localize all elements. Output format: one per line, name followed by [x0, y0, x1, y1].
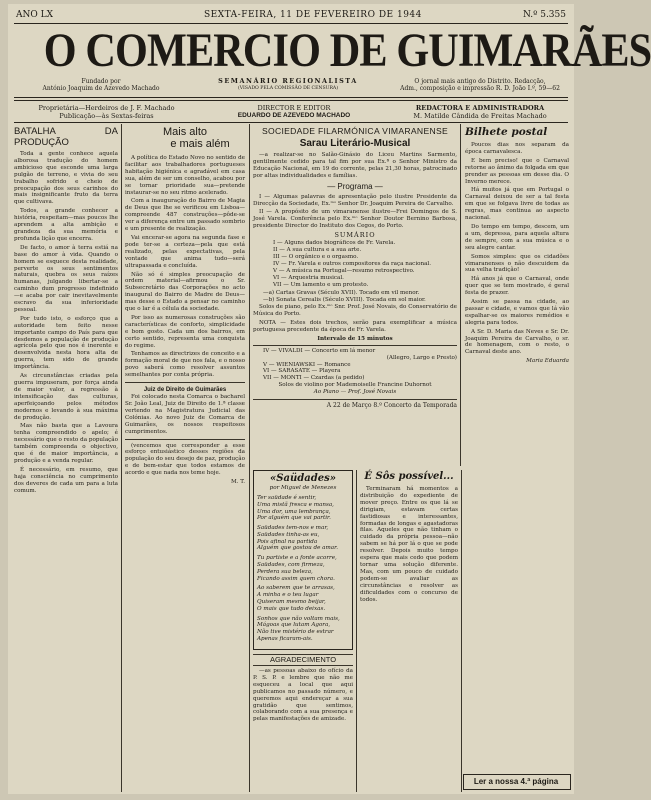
divider-3 [460, 124, 461, 466]
bilhete-signature: Maria Eduarda [526, 358, 569, 365]
mais-alto-paragraph: Com a inauguração do Bairro de Magia de Deus que lhe se verificou em Lisboa—compreende 487 construções—pôde-se ver a diferença entre um passado sombrio e um presente de realização. [125, 198, 245, 233]
date-line [14, 10, 568, 22]
batalha-title: BATALHA DA PRODUÇÃO [14, 126, 118, 148]
sumario-title: SUMÁRIO [334, 231, 376, 240]
mais-alem-title: e mais além [170, 138, 230, 150]
saudades-poem: «Saüdades» por Miguel de Menezes Ter saüdade é sentir, Uma mistã fresca e mansa, Uma dor, uma lembrança, Por alguém que vai partir. Saüdades tem-nos e mar, Saüdades tinha-as eu, Pois afinal na partida Alguém que gostou de amar. Tu partiste e a fonte acorre, Saüdades, com firmeza, Perdera sua beleza, Ficando assim quem chora. Ao saberem que te arrasas, A minha e o teu lugar Quiseram mesmo beijar, O mais que tudo deixas. Sonhos que não voltam mais, Mágoas que lutam Agora, Não tive mistério de estrar Apenas ficaram-ais. [257, 473, 349, 647]
mais-alto-paragraph: A política do Estado Novo no sentido de facilitar aos trabalhadores portugueses habitação higiénica e agradável em casa sua, além de ser um conselho, acabou por se tornar prioridade sua—pretende instaurar-se no seu ritmo acelerado. [125, 155, 245, 196]
divider-4 [356, 470, 357, 792]
mais-alto-paragraph: Não só é simples preocupação de ordem material—afirmou o Sr. Subsecretário das Corporações no acto inaugural do Bairro de Madre de Deus—mas desse o Estado a pensar no caminho que o lar é a célula da sociedade. [125, 271, 245, 313]
column-mais-alto [125, 126, 245, 790]
batalha-paragraph: As circunstâncias criadas pela guerra impuseram, por força ainda de maior valor, a regressão à intensificação das culturas, aperfeiçoando pelos métodos modernos e levando à sua máxima de produção. [14, 373, 118, 421]
agradecimento-text: —as pessoas abaixo do ofício da P. S. P. e lembre que não me esqueceu a local que aqui publicamos no passado número, e queremos aqui endereçar a sua gratidão que sentimos, colaborando com a sua presença e pelas manifestações de amizade. [253, 668, 353, 723]
column-batalha [14, 126, 118, 790]
oldest-block: O jornal mais antigo do Distrito. Redacção, Adm., composição e impressão R. D. João I.º, 59—62 [400, 78, 560, 92]
sarau-title: Sarau Literário-Musical [299, 138, 411, 149]
weekly-block: SEMANÁRIO REGIONALISTA (VISADO PELA COMISSÃO DE CENSURA) [218, 77, 358, 91]
redactor-block: REDACTORA E ADMINISTRADORA M. Matilde Cândida de Freitas Machado [413, 104, 547, 120]
possivel-text: Terminaram há momentos a distribuição do expediente de mover preço. Entre os que lá se dirigiam, estavam certas fastidiosas e interessantes, formadas de longas e agastadoras filas. Aqueles que não tinham o cuidado da própria pessoa—não sabem se há por lá o que se pode resolver. Depois muito tempo espera que mais cedo que podem tornar uma solução diferente. Mas, com um pouco de cuidado podem-se avaliar as circunstâncias e resolver as dificuldades com o concurso de todos. [360, 486, 458, 603]
next-concert: A 22 de Março 8.º Concerto da Temporada [326, 402, 457, 410]
signature: M. T. [231, 479, 245, 486]
programa-item: II — A propósito de um vimaranense ilustre—Frei Domingos de S. José Varela. Conferência pelo Ex.ᵐᵒ Senhor Doutor Bernino Barbosa, presidente Director do Instituto dos Cegos, do Porto. [253, 209, 457, 230]
mais-alto-title: Mais alto [162, 126, 208, 138]
issue-number: N.º 5.355 [522, 10, 566, 20]
rule-4 [14, 122, 568, 123]
sociedade-intro: —a realizar-se no Salão-Ginásio do Liceu Martins Sarmento, gentilmente cedido para tal fim por sua Ex.ª o Senhor Ministro da Educação Nacional, em 19 do corrente, pelas 21,30 horas, patrocinado por altas individualidades e famílias. [253, 152, 457, 179]
juiz-paragraph: Foi colocado nesta Comarca o bacharel Sr. João Leal, Juiz de Direito de 1.ª classe vertendo na Magistratura Judicial das Colónias. Ao novo Juiz de Comarca de Guimarães, os nossos respeitosos cumprimentos. [125, 394, 245, 435]
rule-2 [14, 97, 568, 98]
agradecimento-block [253, 654, 353, 790]
mais-alto-paragraph: Por isso as numerosas construções são características de conforto, simplicidade e bom gosto. Cada um dos bairros, em certo sentido, representa uma conquista do regime. [125, 314, 245, 349]
batalha-paragraph: Por tudo isto, o esforço que a autoridade tem feito nesse importante campo do País para que desdemos a população de produção agrícola pelo que nos é inerente e desenvolvida nesta hora alta de guerra, tem sido de grande importância. [14, 315, 118, 371]
newspaper-page [8, 4, 651, 794]
solos-piano: Solos de piano, pelo Ex.ᵐᵒ Snr. Prof. José Novais, do Conservatório de Música do Porto. [253, 304, 457, 318]
founder-block: Fundado por António Joaquim de Azevedo Machado [42, 78, 160, 92]
agradecimento-title: AGRADECIMENTO [253, 654, 353, 666]
part2-list: IV — VIVALDI — Concerto em lá menor (Allegro, Largo e Presto) V — WIENIAWSKI — Romance VI — SARASATE — Playera VII — MONTI — Czardas (a pedido) [263, 347, 457, 382]
year: ANO LX [16, 10, 53, 20]
sumario-list: I — Alguns dados biográficos de Fr. Varela. II — A sua cultura e a sua arte. III — O orgânico e o orgasmo. IV — Fr. Varela e outros compositores da raça nacional. V — A música na Portugal—resumo retrospectivo. VI — Arquestria musical. VII — Um lamento e um protesto. [273, 240, 431, 288]
programa-item: I — Algumas palavras de apresentação pelo ilustre Presidente da Direcção da Sociedade, Ex.ᵐᵒ Senhor Dr. Joaquim Pereira de Carvalho. [253, 193, 457, 207]
footer-link: Ler a nossa 4.ª página [473, 777, 559, 786]
sociedade-block: SOCIEDADE FILARMÓNICA VIMARANENSE Sarau Literário-Musical —a realizar-se no Salão-Ginásio do Liceu Martins Sarmento, gentilmente cedido para tal fim por sua Ex.ª o Senhor Ministro da Educação Nacional, em 19 do corrente, pelas 21,30 horas, patrocinado por altas individualidades e famílias. — Programa — I — Algumas palavras de apresentação pelo ilustre Presidente da Direcção da Sociedade, Ex.ᵐᵒ Senhor Dr. Joaquim Pereira de Carvalho. II — A propósito de um vimaranense ilustre—Frei Domingos de S. José Varela. Conferência pelo Ex.ᵐᵒ Senhor Doutor Bernino Barbosa, presidente Director do Instituto dos Cegos, do Porto. SUMÁRIO I — Alguns dados biográficos de Fr. Varela. II — A sua cultura e a sua arte. III — O orgânico e o orgasmo. IV — Fr. Varela e outros compositores da raça nacional. V — A música na Portugal—resumo retrospectivo. VI — Arquestria musical. VII — Um lamento e um protesto. —a) Cartas Gravas (Século XVII). Tocado em vil menor. —b) Sonata Cerealis (Século XVIII). Tocada em sol maior. Solos de piano, pelo Ex.ᵐᵒ Snr. Prof. José Novais, do Conservatório de Música do Porto. NOTA — Estes dois trechos, serão para exemplificar a música portuguesa precedente da época de Fr. Varela. Intervalo de 15 minutos IV — VIVALDI — Concerto em lá menor (Allegro, Largo e Presto) V — WIENIAWSKI — Romance VI — SARASATE — Playera VII — MONTI — Czardas (a pedido) Solos de violino por Mademoiselle Francine Duhornot Ao Piano — Prof. José Novais A 22 de Março 8.º Concerto da Temporada [253, 126, 457, 410]
director-block: DIRECTOR E EDITOR EDUARDO DE AZEVEDO MACHADO [237, 104, 351, 119]
possivel-title: É Sôs possível... [364, 471, 454, 482]
mais-alto-paragraph: Tenhamos as directrizes de conceito e a formação moral de que nos fala, e o nosso povo saberá como resolver assuntos semelhantes por conta própria. [125, 351, 245, 379]
possivel-block [360, 470, 458, 790]
batalha-paragraph: De facto, o amor à terra estiá na base do amor à vida. Quando o homem se esquece desta realidade, perverte os seus sentimentos naturais, quebra os seus raízes humanas, julgando libertar-se a caminho dum progresso indefinido—e acaba por cair inevitavelmente escravo da sua inferioridade pessoal. [14, 244, 118, 313]
sociedade-title: SOCIEDADE FILARMÓNICA VIMARANENSE [261, 126, 449, 136]
nota: NOTA — Estes dois trechos, serão para exemplificar a música portuguesa precedente da época de Fr. Varela. [253, 320, 457, 333]
batalha-paragraph: Mas não basta que a Lavoura tenha compreendido o apelo; é necessário que o resto da população também compreenda o objectivo, que é de maior importância, a produção e a venda regular. [14, 423, 118, 464]
batalha-paragraph: Todos, a grande conhecer a história, respeitam—mas poucos lhe aprendem a alta ambição e grandeza da sua memória e profunda lição que encerra. [14, 208, 118, 242]
divider-1 [121, 124, 122, 792]
divider-5 [461, 470, 462, 792]
piano-note: Ao Piano — Prof. José Novais [313, 389, 397, 396]
batalha-paragraph: Toda a gente conhece aquela alborosa tradução do homem ambicioso que esconde uma larga pulgão de terreno, e vivia do seu trabalho sofrido e cheio de preocupação dos seus carinhos do mais insignificante fruto da terra que cultivava. [14, 151, 118, 206]
saudades-author: por Miguel de Menezes [269, 485, 337, 491]
intervalo: Intervalo de 15 minutos [317, 335, 393, 342]
saudades-title: «Saüdades» [270, 473, 336, 484]
bilhete-title: Bilhete postal [465, 126, 548, 138]
violin-solos: Solos de violino por Mademoiselle Francine Duhornot [278, 382, 432, 389]
closing-paragraph: (vencemos que corresponder a esse esforço entusiástico desses regiões da população do seu desejo de paz, produção e de bem-estar que todos estamos de acordo e que nada nos teme hoje. [125, 442, 245, 477]
batalha-paragraph: É necessário, em resumo, que haja consciência no cumprimento dos deveres de cada um para a luta comum. [14, 466, 118, 494]
masthead: O COMERCIO DE GUIMARÃES [43, 24, 651, 77]
mais-alto-paragraph: Vai encerar-se agora na segunda fase e pode ter-se a certeza—pela que está realizado, pelas expectativas, pela vontade que anima tudo—será ultrapassada e concluída. [125, 234, 245, 269]
issue-date: SEXTA-FEIRA, 11 DE FEVEREIRO DE 1944 [204, 10, 422, 20]
rule-3 [14, 100, 568, 101]
juiz-title: Juiz de Direito de Guimarães [143, 387, 227, 394]
divider-2 [249, 124, 250, 792]
bilhete-block: Bilhete postal Poucos dias nos separam da época carnavalesca. E bem preciso! que o Carnaval retorne ao ânimo da folgada em que prender as pessoas em desse dia. O Inverno merece. Há muitos já que em Portugal o Carnaval deixou de ser a tal festa em que se folgava livre de todas as regras, mas continua ao aspecto nacional. Do tempo em tempo, descem, um a um, depressa, para aquela altura de sempre, com a sua música e o seu alegre cantar. Somos simples: que os cidadões vimaranenses o não descuidem da sua velha tradição! Há anos já que o Carnaval, onde quer que se tem mostrado, é geral festa de prazer. Assim se passa na cidade, ao passar e cidade, e vamos que lá vão espalhar-se os maiores remédios e alegria para todos. A Sr. D. Maria das Neves e Sr. Dr. Joaquim Pereira de Carvalho, o sr. de homenagem, com o resto, o Carnaval deste ano. Maria Eduarda [465, 126, 569, 365]
owner-block: Proprietária—Herdeiros de J. F. Machado Publicação—às Sextas-feiras [38, 104, 175, 120]
programa-title: — Programa — [327, 181, 383, 191]
